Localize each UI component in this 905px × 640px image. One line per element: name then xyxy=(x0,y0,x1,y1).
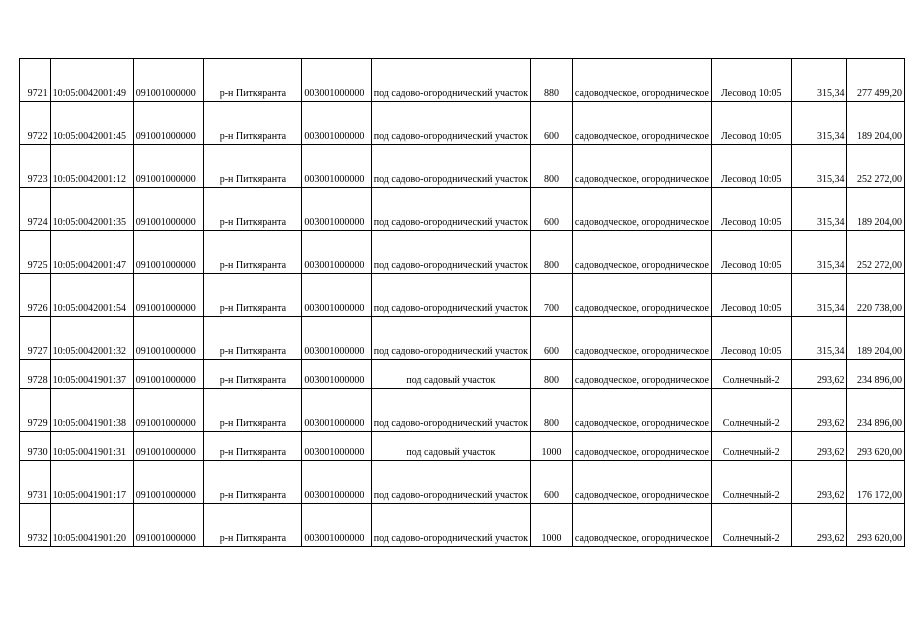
district: р-н Питкяранта xyxy=(204,504,302,547)
cadastral-number: 10:05:0041901:38 xyxy=(50,389,133,432)
area: 1000 xyxy=(531,504,573,547)
table-row xyxy=(20,389,905,432)
permitted-use: под садово-огороднический участок xyxy=(371,231,530,274)
row-number: 9728 xyxy=(20,360,51,389)
parcel-table xyxy=(19,58,905,547)
table-row xyxy=(20,317,905,360)
table-row xyxy=(20,461,905,504)
association-name: Солнечный-2 xyxy=(711,432,791,461)
oktmo-code: 091001000000 xyxy=(133,274,204,317)
row-number: 9732 xyxy=(20,504,51,547)
specific-value: 315,34 xyxy=(791,274,847,317)
association-name: Лесовод 10:05 xyxy=(711,188,791,231)
district: р-н Питкяранта xyxy=(204,59,302,102)
cadastral-value: 234 896,00 xyxy=(847,389,905,432)
table-row xyxy=(20,231,905,274)
permitted-use: под садово-огороднический участок xyxy=(371,504,530,547)
oktmo-code: 091001000000 xyxy=(133,188,204,231)
cadastral-value: 220 738,00 xyxy=(847,274,905,317)
okato-code: 003001000000 xyxy=(302,317,371,360)
association-name: Солнечный-2 xyxy=(711,461,791,504)
association-name: Лесовод 10:05 xyxy=(711,102,791,145)
oktmo-code: 091001000000 xyxy=(133,504,204,547)
row-number: 9727 xyxy=(20,317,51,360)
oktmo-code: 091001000000 xyxy=(133,389,204,432)
area: 700 xyxy=(531,274,573,317)
cadastral-value: 189 204,00 xyxy=(847,317,905,360)
association-name: Лесовод 10:05 xyxy=(711,231,791,274)
area: 800 xyxy=(531,389,573,432)
category: садоводческое, огородническое xyxy=(572,102,711,145)
okato-code: 003001000000 xyxy=(302,504,371,547)
specific-value: 315,34 xyxy=(791,102,847,145)
specific-value: 293,62 xyxy=(791,432,847,461)
category: садоводческое, огородническое xyxy=(572,461,711,504)
district: р-н Питкяранта xyxy=(204,317,302,360)
specific-value: 293,62 xyxy=(791,461,847,504)
category: садоводческое, огородническое xyxy=(572,231,711,274)
cadastral-value: 293 620,00 xyxy=(847,504,905,547)
permitted-use: под садово-огороднический участок xyxy=(371,145,530,188)
cadastral-value: 252 272,00 xyxy=(847,231,905,274)
permitted-use: под садово-огороднический участок xyxy=(371,188,530,231)
permitted-use: под садово-огороднический участок xyxy=(371,102,530,145)
permitted-use: под садово-огороднический участок xyxy=(371,389,530,432)
table-body xyxy=(20,59,905,547)
cadastral-value: 277 499,20 xyxy=(847,59,905,102)
district: р-н Питкяранта xyxy=(204,360,302,389)
cadastral-number: 10:05:0042001:49 xyxy=(50,59,133,102)
district: р-н Питкяранта xyxy=(204,274,302,317)
okato-code: 003001000000 xyxy=(302,432,371,461)
specific-value: 315,34 xyxy=(791,231,847,274)
cadastral-number: 10:05:0042001:45 xyxy=(50,102,133,145)
association-name: Солнечный-2 xyxy=(711,504,791,547)
association-name: Солнечный-2 xyxy=(711,360,791,389)
district: р-н Питкяранта xyxy=(204,102,302,145)
cadastral-value: 252 272,00 xyxy=(847,145,905,188)
district: р-н Питкяранта xyxy=(204,145,302,188)
cadastral-number: 10:05:0042001:35 xyxy=(50,188,133,231)
oktmo-code: 091001000000 xyxy=(133,461,204,504)
row-number: 9729 xyxy=(20,389,51,432)
cadastral-number: 10:05:0041901:20 xyxy=(50,504,133,547)
cadastral-number: 10:05:0041901:31 xyxy=(50,432,133,461)
category: садоводческое, огородническое xyxy=(572,360,711,389)
permitted-use: под садово-огороднический участок xyxy=(371,59,530,102)
area: 600 xyxy=(531,317,573,360)
category: садоводческое, огородническое xyxy=(572,59,711,102)
okato-code: 003001000000 xyxy=(302,461,371,504)
specific-value: 293,62 xyxy=(791,360,847,389)
area: 600 xyxy=(531,461,573,504)
specific-value: 315,34 xyxy=(791,145,847,188)
row-number: 9730 xyxy=(20,432,51,461)
district: р-н Питкяранта xyxy=(204,461,302,504)
cadastral-number: 10:05:0041901:17 xyxy=(50,461,133,504)
specific-value: 315,34 xyxy=(791,188,847,231)
category: садоводческое, огородническое xyxy=(572,145,711,188)
permitted-use: под садово-огороднический участок xyxy=(371,274,530,317)
category: садоводческое, огородническое xyxy=(572,188,711,231)
cadastral-value: 293 620,00 xyxy=(847,432,905,461)
table-row xyxy=(20,432,905,461)
area: 800 xyxy=(531,145,573,188)
oktmo-code: 091001000000 xyxy=(133,360,204,389)
row-number: 9721 xyxy=(20,59,51,102)
specific-value: 293,62 xyxy=(791,504,847,547)
table-row xyxy=(20,102,905,145)
oktmo-code: 091001000000 xyxy=(133,145,204,188)
cadastral-number: 10:05:0042001:12 xyxy=(50,145,133,188)
cadastral-number: 10:05:0042001:32 xyxy=(50,317,133,360)
area: 600 xyxy=(531,188,573,231)
specific-value: 293,62 xyxy=(791,389,847,432)
category: садоводческое, огородническое xyxy=(572,504,711,547)
row-number: 9726 xyxy=(20,274,51,317)
cadastral-number: 10:05:0042001:54 xyxy=(50,274,133,317)
area: 800 xyxy=(531,231,573,274)
row-number: 9722 xyxy=(20,102,51,145)
oktmo-code: 091001000000 xyxy=(133,59,204,102)
category: садоводческое, огородническое xyxy=(572,432,711,461)
district: р-н Питкяранта xyxy=(204,188,302,231)
district: р-н Питкяранта xyxy=(204,432,302,461)
area: 880 xyxy=(531,59,573,102)
category: садоводческое, огородническое xyxy=(572,274,711,317)
table-row xyxy=(20,504,905,547)
cadastral-number: 10:05:0042001:47 xyxy=(50,231,133,274)
okato-code: 003001000000 xyxy=(302,389,371,432)
permitted-use: под садовый участок xyxy=(371,432,530,461)
cadastral-value: 176 172,00 xyxy=(847,461,905,504)
row-number: 9723 xyxy=(20,145,51,188)
okato-code: 003001000000 xyxy=(302,231,371,274)
district: р-н Питкяранта xyxy=(204,231,302,274)
row-number: 9731 xyxy=(20,461,51,504)
table-row xyxy=(20,274,905,317)
category: садоводческое, огородническое xyxy=(572,389,711,432)
cadastral-value: 189 204,00 xyxy=(847,188,905,231)
cadastral-value: 189 204,00 xyxy=(847,102,905,145)
permitted-use: под садово-огороднический участок xyxy=(371,461,530,504)
association-name: Лесовод 10:05 xyxy=(711,274,791,317)
association-name: Лесовод 10:05 xyxy=(711,145,791,188)
row-number: 9725 xyxy=(20,231,51,274)
oktmo-code: 091001000000 xyxy=(133,432,204,461)
association-name: Лесовод 10:05 xyxy=(711,317,791,360)
area: 600 xyxy=(531,102,573,145)
permitted-use: под садово-огороднический участок xyxy=(371,317,530,360)
category: садоводческое, огородническое xyxy=(572,317,711,360)
cadastral-value: 234 896,00 xyxy=(847,360,905,389)
okato-code: 003001000000 xyxy=(302,274,371,317)
row-number: 9724 xyxy=(20,188,51,231)
area: 800 xyxy=(531,360,573,389)
specific-value: 315,34 xyxy=(791,317,847,360)
table-row xyxy=(20,145,905,188)
okato-code: 003001000000 xyxy=(302,188,371,231)
district: р-н Питкяранта xyxy=(204,389,302,432)
oktmo-code: 091001000000 xyxy=(133,317,204,360)
cadastral-number: 10:05:0041901:37 xyxy=(50,360,133,389)
association-name: Лесовод 10:05 xyxy=(711,59,791,102)
oktmo-code: 091001000000 xyxy=(133,102,204,145)
okato-code: 003001000000 xyxy=(302,59,371,102)
okato-code: 003001000000 xyxy=(302,360,371,389)
table-row xyxy=(20,360,905,389)
area: 1000 xyxy=(531,432,573,461)
association-name: Солнечный-2 xyxy=(711,389,791,432)
table-row xyxy=(20,59,905,102)
okato-code: 003001000000 xyxy=(302,102,371,145)
table-row xyxy=(20,188,905,231)
permitted-use: под садовый участок xyxy=(371,360,530,389)
okato-code: 003001000000 xyxy=(302,145,371,188)
specific-value: 315,34 xyxy=(791,59,847,102)
oktmo-code: 091001000000 xyxy=(133,231,204,274)
